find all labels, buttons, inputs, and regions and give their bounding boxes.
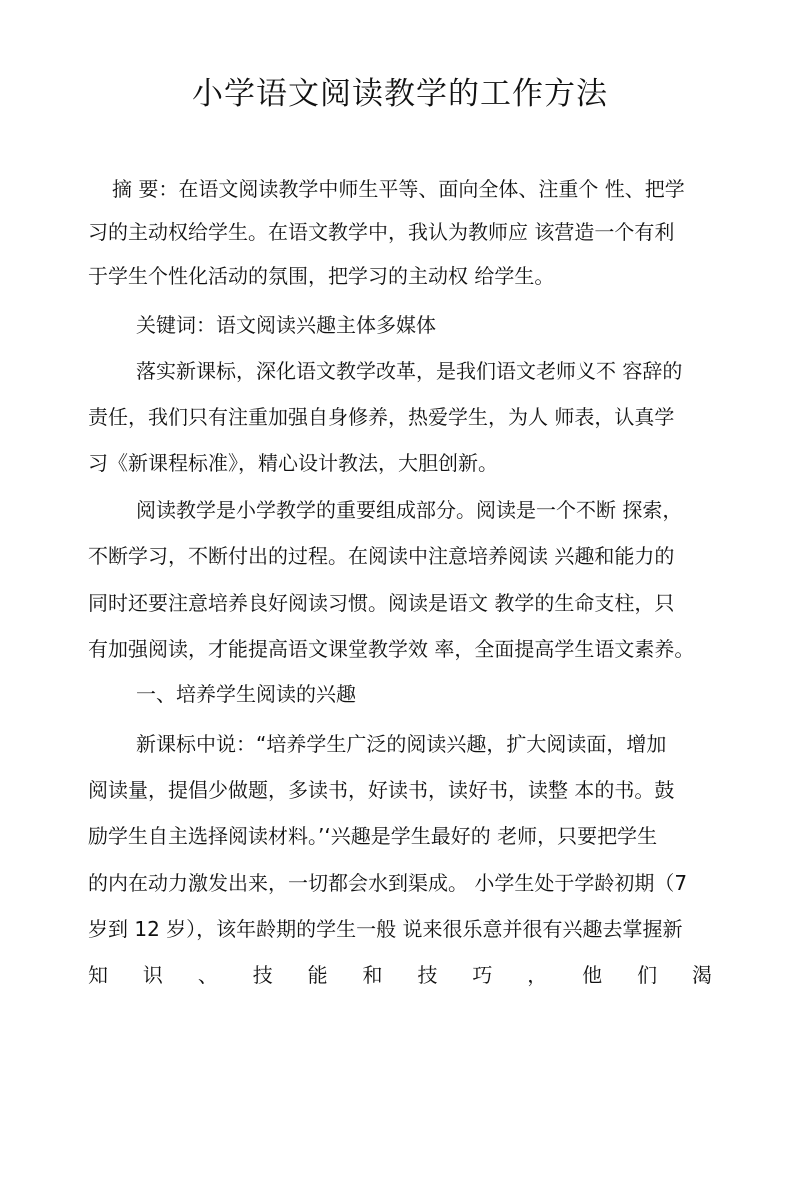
justified-character: 、 xyxy=(197,963,218,987)
paragraph-2-line-4: 有加强阅读，才能提高语文课堂教学效 率，全面提高学生语文素养。 xyxy=(88,637,695,661)
justified-character: 能 xyxy=(307,963,328,987)
paragraph-3-line-1: 新课标中说：“培养学生广泛的阅读兴趣，扩大阅读面，增加 xyxy=(136,732,667,756)
paragraph-1-line-1: 落实新课标，深化语文教学改革，是我们语文老师义不 容辞的 xyxy=(136,359,683,383)
justified-character: 技 xyxy=(417,963,438,987)
justified-character: 识 xyxy=(142,963,163,987)
paragraph-2-line-1: 阅读教学是小学教学的重要组成部分。阅读是一个不断 探索， xyxy=(136,498,683,522)
abstract-line-2: 习的主动权给学生。在语文教学中，我认为教师应 该营造一个有利 xyxy=(88,220,675,244)
justified-character: 渴 xyxy=(691,963,712,987)
justified-character: 们 xyxy=(637,963,658,987)
paragraph-3-line-6 xyxy=(88,960,712,990)
justified-character: 和 xyxy=(362,963,383,987)
paragraph-3-line-3: 励学生自主选择阅读材料。’‘兴趣是学生最好的 老师，只要把学生 xyxy=(88,824,658,848)
justified-character: ， xyxy=(527,963,548,987)
keywords-line: 关键词：语文阅读兴趣主体多媒体 xyxy=(136,313,436,337)
paragraph-3-line-5: 岁到 12 岁），该年龄期的学生一般 说来很乐意并很有兴趣去掌握新 xyxy=(88,917,683,941)
paragraph-2-line-2: 不断学习，不断付出的过程。在阅读中注意培养阅读 兴趣和能力的 xyxy=(88,544,675,568)
abstract-line-3: 于学生个性化活动的氛围，把学习的主动权 给学生。 xyxy=(88,264,555,288)
justified-character: 巧 xyxy=(472,963,493,987)
justified-character: 他 xyxy=(582,963,603,987)
justified-character: 知 xyxy=(88,963,108,987)
paragraph-2-line-3: 同时还要注意培养良好阅读习惯。阅读是语文 教学的生命支柱，只 xyxy=(88,591,675,615)
paragraph-1-line-3: 习《新课程标准》，精心设计教法，大胆创新。 xyxy=(88,451,498,475)
section-heading: 一、培养学生阅读的兴趣 xyxy=(136,682,356,706)
paragraph-3-line-2: 阅读量，提倡少做题，多读书，好读书，读好书，读整 本的书。鼓 xyxy=(88,778,675,802)
paragraph-1-line-2: 责任，我们只有注重加强自身修养，热爱学生，为人 师表，认真学 xyxy=(88,405,675,429)
abstract-line-1: 摘 要：在语文阅读教学中师生平等、面向全体、注重个 性、把学 xyxy=(112,177,685,201)
justified-character: 技 xyxy=(252,963,273,987)
paragraph-3-line-4: 的内在动力激发出来，一切都会水到渠成。 小学生处于学龄初期（7 xyxy=(88,871,688,895)
page-title: 小学语文阅读教学的工作方法 xyxy=(192,76,608,112)
